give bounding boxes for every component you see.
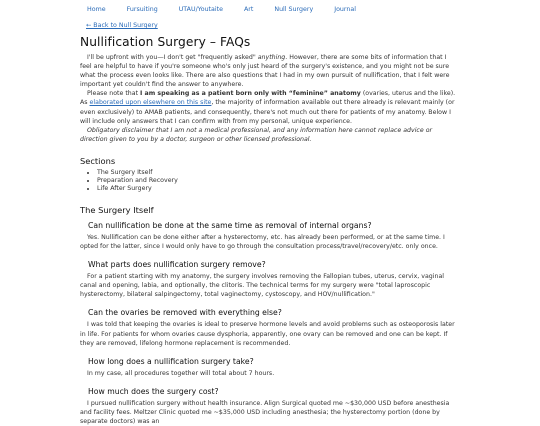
- anatomy-text-a: Please note that: [87, 90, 141, 98]
- nav-fursuiting[interactable]: Fursuiting: [126, 6, 158, 13]
- elaborated-link[interactable]: elaborated upon elsewhere on this site: [89, 99, 212, 107]
- faq-answer: I pursued nullification surgery without health insurance. Align Surgical quoted me ~$30,000 USD before anesthesia and facility fees. Meltzer Clinic quoted me ~$35,000 USD including anesthesia; the hysterectomy portion (done by separate doctors) was an: [80, 399, 450, 425]
- nav-null-surgery[interactable]: Null Surgery: [274, 6, 314, 13]
- anatomy-bold: I am speaking as a patient born only with “feminine” anatomy: [140, 90, 361, 98]
- intro-emphasis: anything: [257, 54, 286, 61]
- faq-question: What parts does nullification surgery remove?: [88, 260, 266, 270]
- surgery-heading: The Surgery Itself: [80, 204, 154, 215]
- faq-answer: In my case, all procedures together will total about 7 hours.: [87, 369, 275, 377]
- section-item-preparation[interactable]: • Preparation and Recovery: [97, 177, 458, 185]
- faq-question: Can nullification be done at the same time as removal of internal organs?: [88, 220, 372, 230]
- intro-text-b: . However, there are some bits of information that I feel are helpful to have if you're someone who's only just heard of the surgery's existence, and you might not be sure what the process even looks like. There are also questions that I had in my own pursuit of nullification, that I felt were important yet couldn't find the answer to anywhere.: [80, 54, 450, 89]
- intro-text-a: I'll be upfront with you—I don't get "frequently asked": [87, 54, 258, 61]
- faq-question: Can the ovaries be removed with everything else?: [88, 308, 282, 318]
- faq-question: How much does the surgery cost?: [88, 386, 219, 396]
- anatomy-note-paragraph: [80, 89, 458, 125]
- intro-paragraph: [80, 53, 458, 89]
- anatomy-text-c: , the majority of information available out there already is relevant mainly (or even exclusively) to AMAB patients, and consequently, there's not much out there for patients of my anatomy. Below I will include only answers that I can confirm with from my personal, unique experience.: [80, 99, 455, 125]
- nav-art[interactable]: Art: [243, 6, 254, 13]
- sections-heading: Sections: [80, 155, 116, 166]
- disclaimer-paragraph: Obligatory disclaimer that I am not a medical professional, and any information here cannot replace advice or direction given to you by a doctor, surgeon or other licensed professional.: [80, 126, 433, 143]
- anatomy-text-b: (ovaries, uterus and the like). As: [80, 90, 456, 107]
- section-item-life-after[interactable]: • Life After Surgery: [97, 185, 458, 193]
- nav-home[interactable]: Home: [87, 6, 106, 13]
- nav-journal[interactable]: Journal: [334, 6, 356, 13]
- main-content: [80, 35, 458, 426]
- top-nav: [80, 0, 540, 19]
- faq-question: How long does a nullification surgery take?: [88, 356, 254, 366]
- faq-answer: For a patient starting with my anatomy, the surgery involves removing the Fallopian tubes, uterus, cervix, vaginal canal and opening, labia, and optionally, the clitoris. The technical terms for my surgery were "total laproscopic hysterectomy, bilateral salpingectomy, total vaginectomy, cystoscopy, and HOV/nullification.": [80, 273, 445, 299]
- page-title: Nullification Surgery – FAQs: [80, 35, 251, 49]
- sections-list: [80, 169, 458, 193]
- section-item-surgery[interactable]: • The Surgery Itself: [97, 169, 458, 177]
- back-link[interactable]: ← Back to Null Surgery: [86, 22, 158, 29]
- faq-answer: I was told that keeping the ovaries is ideal to preserve hormone levels and avoid problems such as osteoporosis later in life. For patients for whom ovaries cause dysphoria, apparently, one ovary can be removed and one can be kept. If they are removed, lifelong hormone replacement is recommended.: [80, 321, 455, 347]
- faq-answer: Yes. Nullification can be done either after a hysterectomy, etc. has already been performed, or at the same time. I opted for the latter, since I would only have to go through the consultation process/travel/recovery/etc. only once.: [80, 233, 445, 251]
- nav-utau-youtaite[interactable]: UTAU/Youtaite: [178, 6, 223, 13]
